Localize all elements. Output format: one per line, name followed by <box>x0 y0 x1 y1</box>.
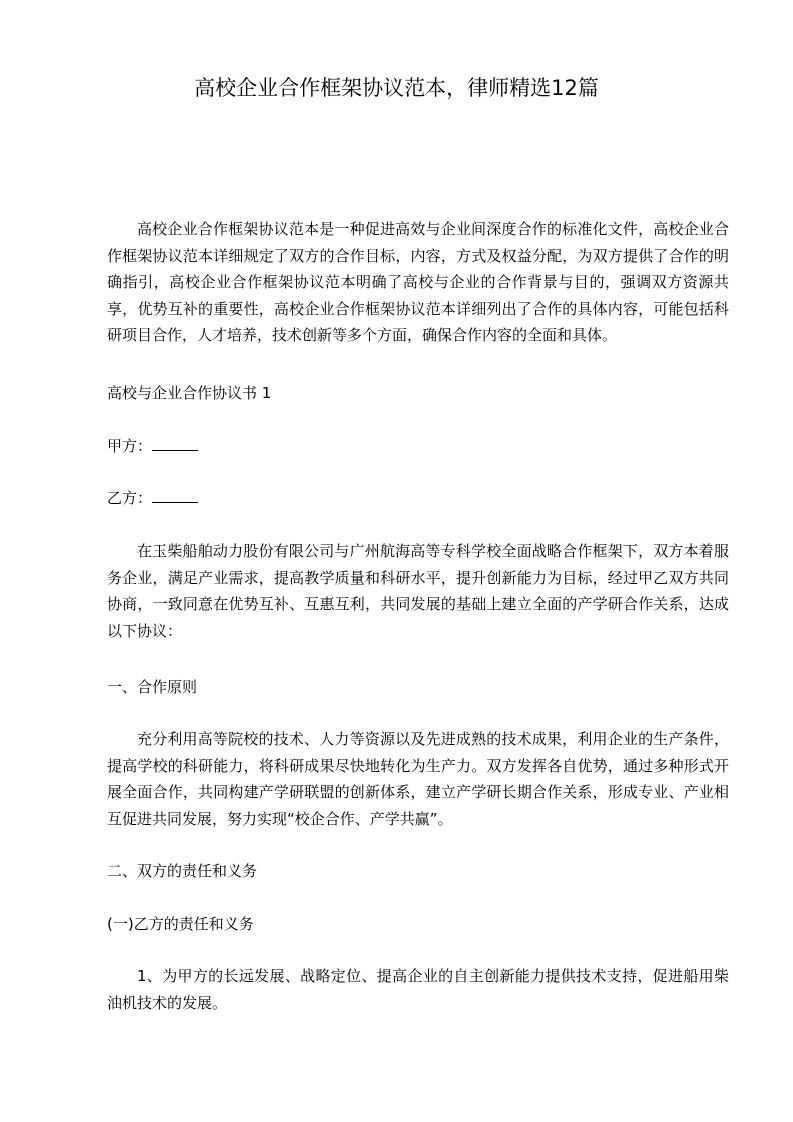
item1-paragraph: 1、为甲方的长远发展、战略定位、提高企业的自主创新能力提供技术支持，促进船用柴油机技术的发展。 <box>107 967 729 1012</box>
intro-paragraph: 高校企业合作框架协议范本是一种促进高效与企业间深度合作的标准化文件，高校企业合作框架协议范本详细规定了双方的合作目标，内容，方式及权益分配，为双方提供了合作的明确指引，高校企业合作框架协议范本明确了高校与企业的合作背景与目的，强调双方资源共享，优势互补的重要性，高校企业合作框架协议范本详细列出了合作的具体内容，可能包括科研项目合作，人才培养，技术创新等多个方面，确保合作内容的全面和具体。 <box>107 220 729 344</box>
document-title: 高校企业合作框架协议范本，律师精选12篇 <box>194 76 599 100</box>
agreement-heading: 高校与企业合作协议书 1 <box>107 384 272 402</box>
section1-body: 充分利用高等院校的技术、人力等资源以及先进成熟的技术成果，利用企业的生产条件，提高学校的科研能力，将科研成果尽快地转化为生产力。双方发挥各自优势，通过多种形式开展全面合作，共同构建产学研联盟的创新体系，建立产学研长期合作关系，形成专业、产业相互促进共同发展，努力实现“校企合作、产学共赢”。 <box>107 730 729 828</box>
party-a-line <box>107 433 729 459</box>
party-b-line <box>107 485 729 511</box>
party-a-label: 甲方： <box>107 437 153 455</box>
preamble-paragraph: 在玉柴船舶动力股份有限公司与广州航海高等专科学校全面战略合作框架下，双方本着服务企业，满足产业需求，提高教学质量和科研水平，提升创新能力为目标，经过甲乙双方共同协商，一致同意在优势互补、互惠互利，共同发展的基础上建立全面的产学研合作关系，达成以下协议： <box>107 542 729 640</box>
party-b-blank <box>152 488 198 503</box>
party-b-label: 乙方： <box>107 489 153 507</box>
section2-heading: 二、双方的责任和义务 <box>107 862 258 880</box>
section1-heading: 一、合作原则 <box>107 678 198 696</box>
subsection1-heading: (一)乙方的责任和义务 <box>107 915 254 933</box>
party-a-blank <box>152 436 198 451</box>
